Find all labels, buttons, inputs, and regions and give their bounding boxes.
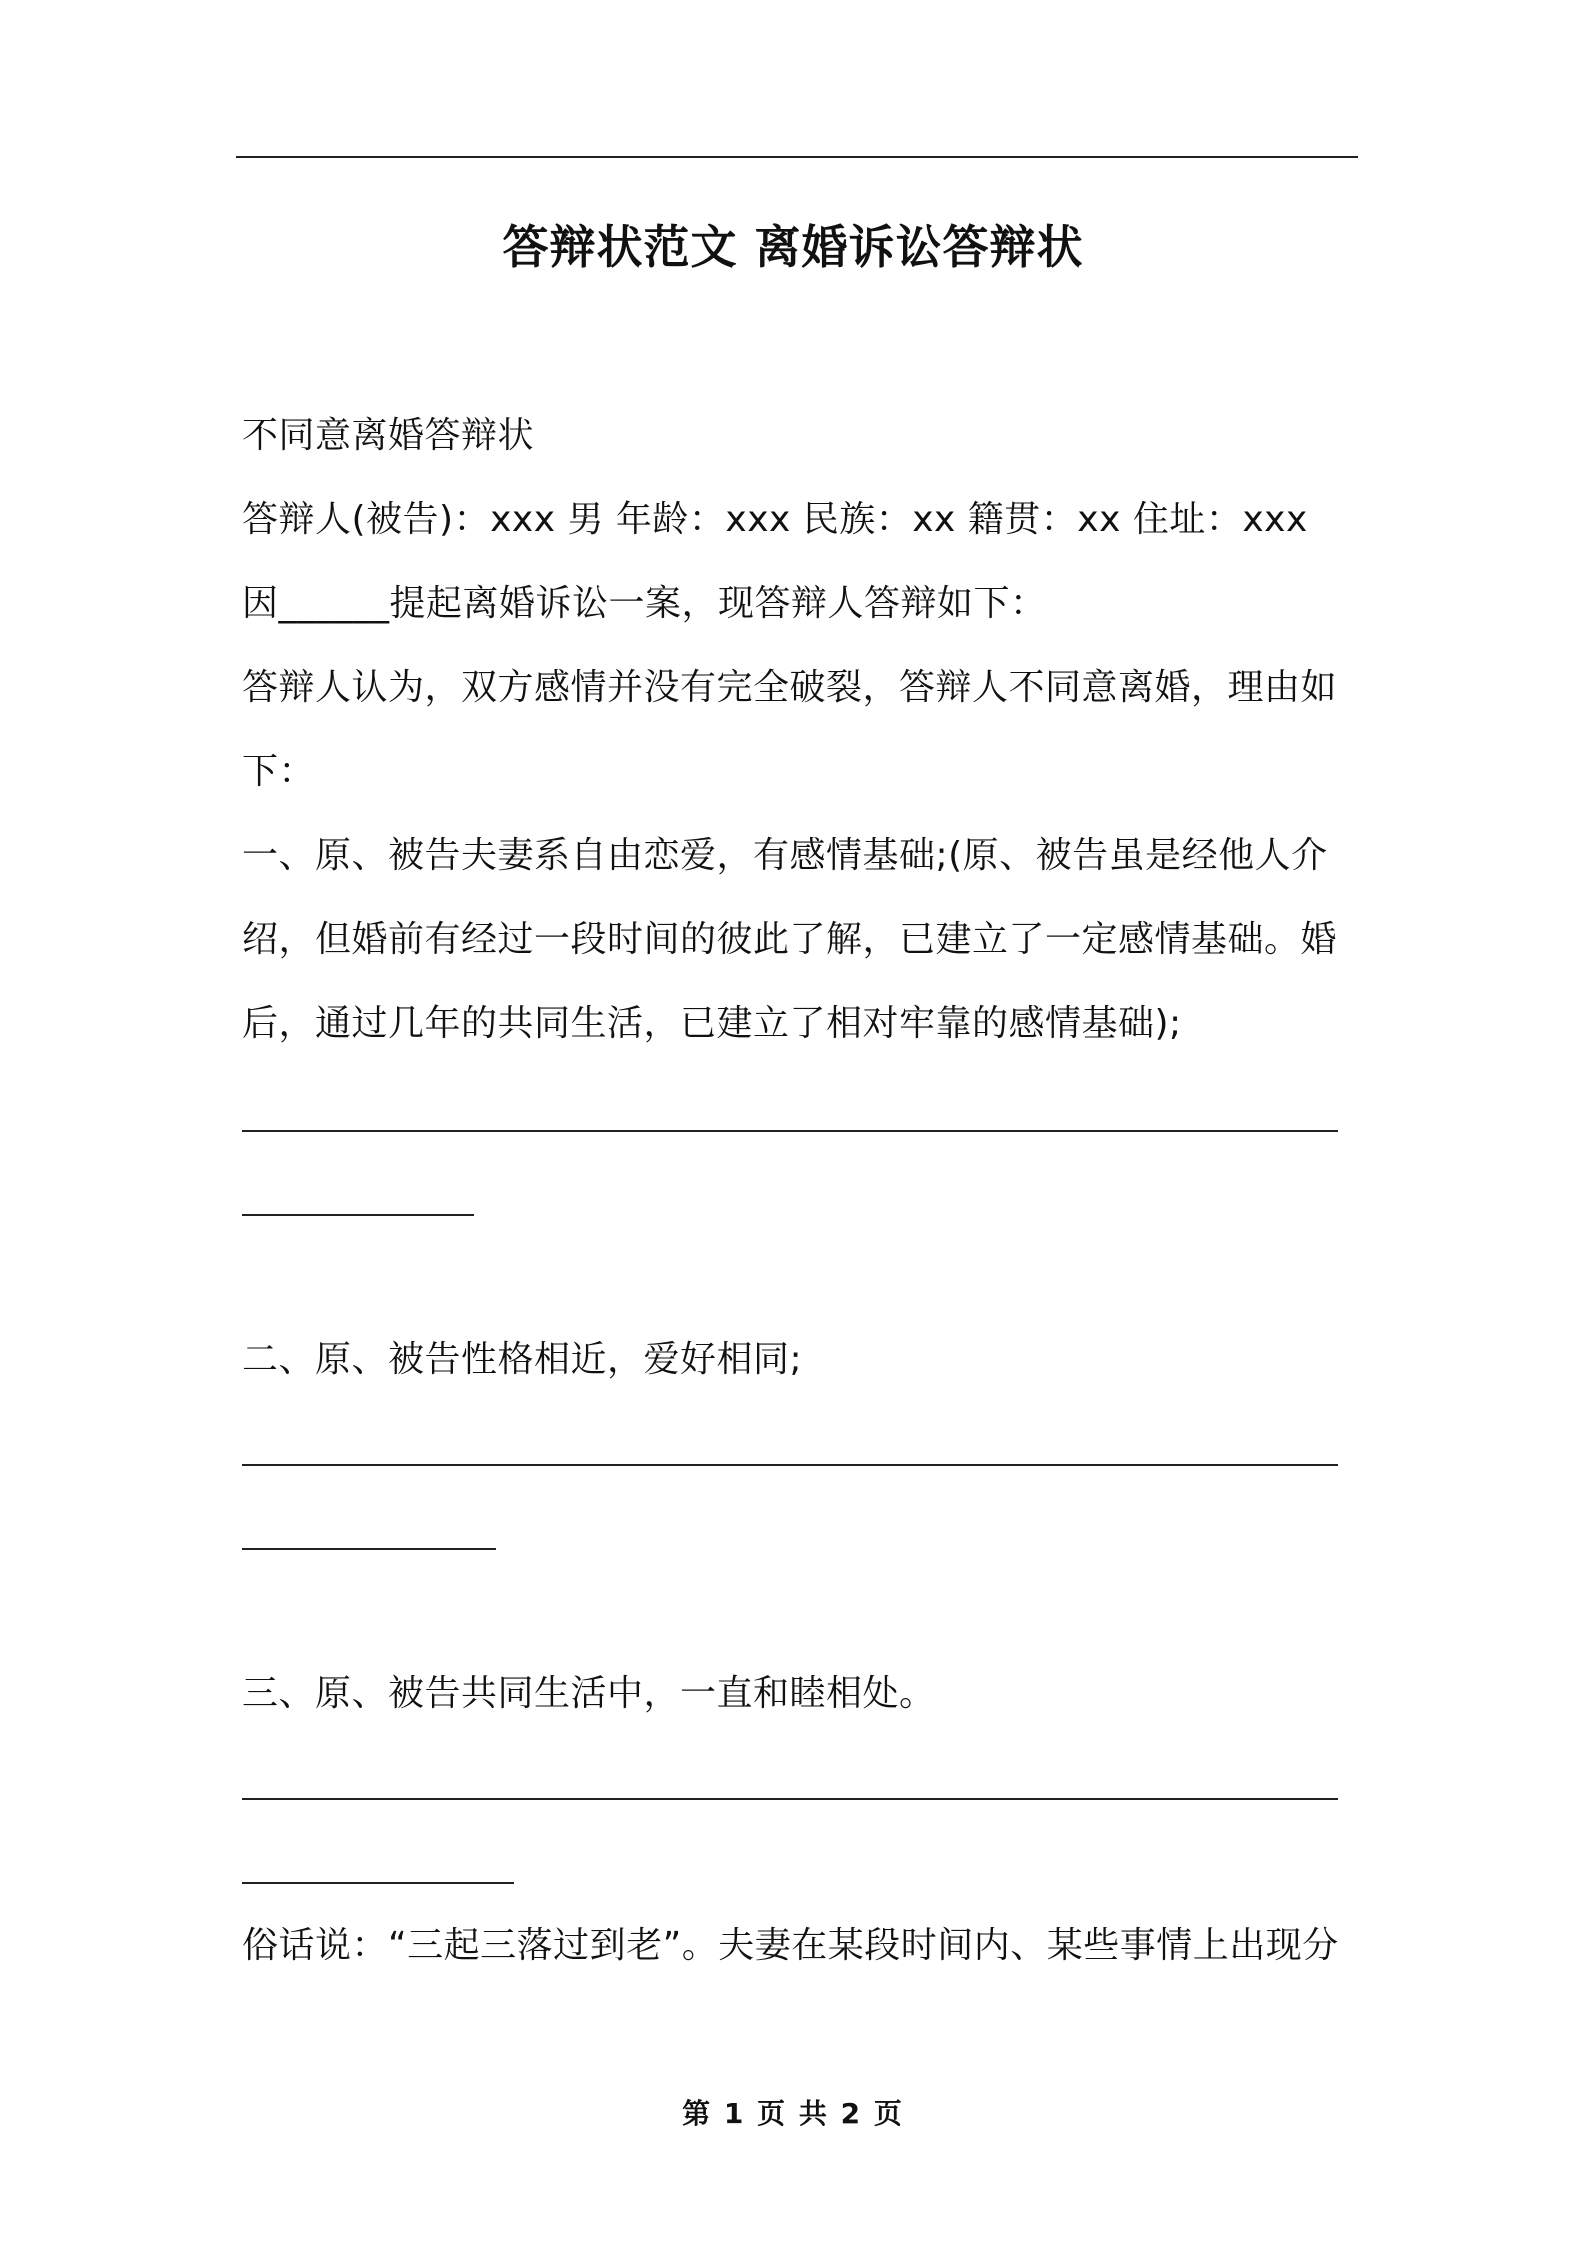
reason-one-line: 绍，但婚前有经过一段时间的彼此了解，已建立了一定感情基础。婚 xyxy=(242,919,1338,960)
header-rule xyxy=(236,156,1358,158)
subtitle-line: 不同意离婚答辩状 xyxy=(242,415,535,456)
fill-in-blank-line xyxy=(242,1464,1338,1466)
paragraph-line: 下： xyxy=(242,751,316,792)
fill-in-blank-line xyxy=(242,1130,1338,1132)
reason-one-line: 一、原、被告夫妻系自由恋爱，有感情基础;(原、被告虽是经他人介 xyxy=(242,835,1328,876)
document-title: 答辩状范文 离婚诉讼答辩状 xyxy=(502,220,1084,274)
fill-in-blank-line xyxy=(242,1882,514,1884)
reason-three-line: 三、原、被告共同生活中，一直和睦相处。 xyxy=(242,1673,936,1714)
reason-one-line: 后，通过几年的共同生活，已建立了相对牢靠的感情基础); xyxy=(242,1003,1182,1044)
fill-in-blank-line xyxy=(242,1548,496,1550)
paragraph-line: 答辩人认为，双方感情并没有完全破裂，答辩人不同意离婚，理由如 xyxy=(242,667,1338,708)
page-number: 第 1 页 共 2 页 xyxy=(682,2097,904,2130)
reason-two-line: 二、原、被告性格相近，爱好相同; xyxy=(242,1339,803,1380)
defendant-info-line: 答辩人(被告)：xxx 男 年龄：xxx 民族：xx 籍贯：xx 住址：xxx xyxy=(242,499,1308,540)
proverb-line: 俗话说：“三起三落过到老”。夫妻在某段时间内、某些事情上出现分 xyxy=(242,1925,1339,1966)
case-intro-line: 因______提起离婚诉讼一案，现答辩人答辩如下： xyxy=(242,583,1047,624)
fill-in-blank-line xyxy=(242,1798,1338,1800)
fill-in-blank-line xyxy=(242,1214,474,1216)
